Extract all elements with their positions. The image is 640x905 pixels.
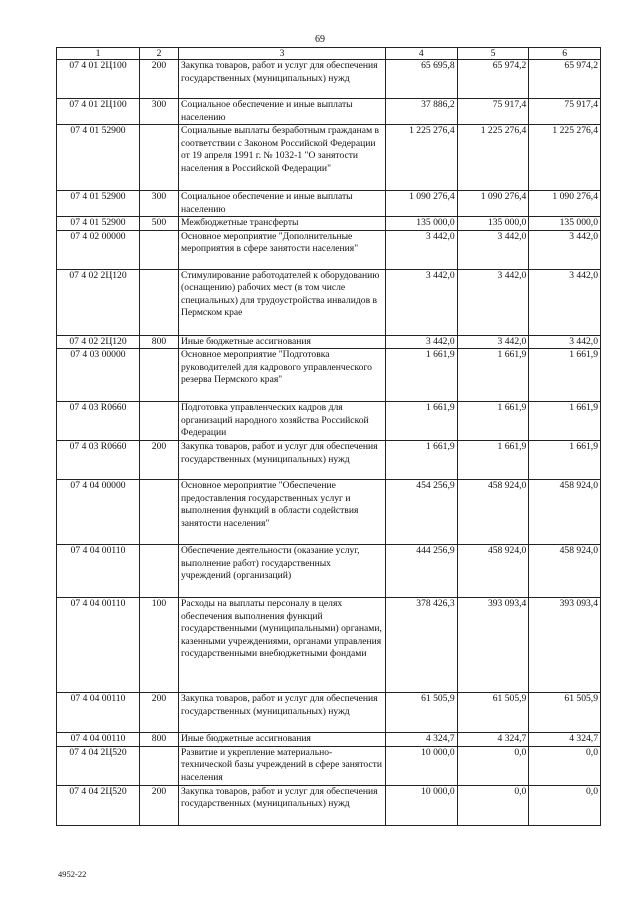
row-name: Расходы на выплаты персоналу в целях обеспечения выполнения функций государственными (муниципальными) органами, казенными учреждениями, органами управления государственными внебюджетными фондами <box>179 598 386 693</box>
row-value-col6: 393 093,4 <box>529 598 601 693</box>
row-expense-type <box>140 480 179 545</box>
row-code: 07 4 04 00110 <box>57 598 140 693</box>
header-col-3: 3 <box>179 48 386 60</box>
row-value-col4: 1 225 276,4 <box>386 125 458 191</box>
header-col-2: 2 <box>140 48 179 60</box>
row-value-col5: 135 000,0 <box>457 217 529 231</box>
header-col-1: 1 <box>57 48 140 60</box>
row-code: 07 4 03 R0660 <box>57 441 140 480</box>
row-code: 07 4 02 2Ц120 <box>57 269 140 335</box>
row-value-col6: 0,0 <box>529 785 601 825</box>
row-value-col4: 37 886,2 <box>386 99 458 125</box>
table-row <box>57 785 601 825</box>
table-row <box>57 349 601 402</box>
table-body <box>57 60 601 826</box>
row-value-col6: 61 505,9 <box>529 693 601 733</box>
table-row <box>57 335 601 349</box>
row-name: Иные бюджетные ассигнования <box>179 733 386 747</box>
row-value-col5: 1 661,9 <box>457 349 529 402</box>
row-value-col5: 3 442,0 <box>457 269 529 335</box>
row-value-col4: 444 256,9 <box>386 545 458 598</box>
row-code: 07 4 01 52900 <box>57 191 140 217</box>
table-row <box>57 230 601 269</box>
row-value-col4: 378 426,3 <box>386 598 458 693</box>
row-value-col6: 1 661,9 <box>529 349 601 402</box>
row-value-col4: 454 256,9 <box>386 480 458 545</box>
row-value-col4: 1 090 276,4 <box>386 191 458 217</box>
row-value-col4: 3 442,0 <box>386 269 458 335</box>
row-name: Основное мероприятие "Дополнительные мероприятия в сфере занятости населения" <box>179 230 386 269</box>
row-code: 07 4 02 00000 <box>57 230 140 269</box>
row-value-col4: 135 000,0 <box>386 217 458 231</box>
table-row <box>57 217 601 231</box>
row-code: 07 4 03 00000 <box>57 349 140 402</box>
table-row <box>57 441 601 480</box>
row-name: Иные бюджетные ассигнования <box>179 335 386 349</box>
row-code: 07 4 04 2Ц520 <box>57 785 140 825</box>
row-expense-type <box>140 545 179 598</box>
row-code: 07 4 04 2Ц520 <box>57 746 140 785</box>
table-row <box>57 746 601 785</box>
row-code: 07 4 04 00000 <box>57 480 140 545</box>
row-name: Основное мероприятие "Обеспечение предоставления государственных услуг и выполнения функций в области содействия занятости населения" <box>179 480 386 545</box>
page-number: 69 <box>315 34 325 45</box>
row-value-col4: 10 000,0 <box>386 746 458 785</box>
row-value-col5: 75 917,4 <box>457 99 529 125</box>
row-name: Основное мероприятие "Подготовка руководителей для кадрового управленческого резерва Пермского края" <box>179 349 386 402</box>
row-expense-type: 200 <box>140 693 179 733</box>
row-value-col6: 65 974,2 <box>529 60 601 99</box>
table-row <box>57 598 601 693</box>
row-code: 07 4 03 R0660 <box>57 402 140 441</box>
table-row <box>57 733 601 747</box>
row-value-col5: 1 225 276,4 <box>457 125 529 191</box>
row-expense-type: 300 <box>140 99 179 125</box>
row-value-col6: 3 442,0 <box>529 269 601 335</box>
row-value-col5: 458 924,0 <box>457 480 529 545</box>
row-value-col5: 1 090 276,4 <box>457 191 529 217</box>
row-value-col4: 1 661,9 <box>386 402 458 441</box>
row-value-col4: 3 442,0 <box>386 230 458 269</box>
row-expense-type <box>140 402 179 441</box>
row-expense-type <box>140 746 179 785</box>
row-value-col6: 3 442,0 <box>529 335 601 349</box>
row-name: Обеспечение деятельности (оказание услуг, выполнение работ) государственных учреждений (организаций) <box>179 545 386 598</box>
row-expense-type: 500 <box>140 217 179 231</box>
row-name: Социальные выплаты безработным гражданам в соответствии с Законом Российской Федерации от 19 апреля 1991 г. № 1032-1 "О занятости населения в Российской Федерации" <box>179 125 386 191</box>
row-value-col5: 61 505,9 <box>457 693 529 733</box>
row-value-col5: 4 324,7 <box>457 733 529 747</box>
row-name: Закупка товаров, работ и услуг для обеспечения государственных (муниципальных) нужд <box>179 785 386 825</box>
row-value-col4: 65 695,8 <box>386 60 458 99</box>
table-row <box>57 125 601 191</box>
table-header <box>57 48 601 60</box>
row-value-col6: 458 924,0 <box>529 545 601 598</box>
row-code: 07 4 01 52900 <box>57 217 140 231</box>
footer-code: 4952-22 <box>58 869 87 879</box>
row-name: Подготовка управленческих кадров для организаций народного хозяйства Российской Федерации <box>179 402 386 441</box>
row-expense-type: 100 <box>140 598 179 693</box>
row-value-col5: 1 661,9 <box>457 441 529 480</box>
row-value-col6: 1 661,9 <box>529 402 601 441</box>
row-name: Закупка товаров, работ и услуг для обеспечения государственных (муниципальных) нужд <box>179 441 386 480</box>
row-value-col6: 75 917,4 <box>529 99 601 125</box>
row-value-col5: 3 442,0 <box>457 230 529 269</box>
row-expense-type <box>140 269 179 335</box>
row-name: Социальное обеспечение и иные выплаты населению <box>179 191 386 217</box>
header-col-4: 4 <box>386 48 458 60</box>
row-expense-type: 300 <box>140 191 179 217</box>
row-name: Межбюджетные трансферты <box>179 217 386 231</box>
row-value-col6: 0,0 <box>529 746 601 785</box>
table-row <box>57 480 601 545</box>
row-value-col4: 61 505,9 <box>386 693 458 733</box>
row-value-col4: 3 442,0 <box>386 335 458 349</box>
row-name: Стимулирование работодателей к оборудованию (оснащению) рабочих мест (в том числе специальных) для трудоустройства инвалидов в Пермском крае <box>179 269 386 335</box>
row-expense-type: 800 <box>140 733 179 747</box>
table-row <box>57 545 601 598</box>
table-row <box>57 60 601 99</box>
header-col-6: 6 <box>529 48 601 60</box>
row-code: 07 4 01 2Ц100 <box>57 60 140 99</box>
row-value-col6: 1 225 276,4 <box>529 125 601 191</box>
row-value-col5: 1 661,9 <box>457 402 529 441</box>
row-code: 07 4 01 2Ц100 <box>57 99 140 125</box>
row-value-col5: 65 974,2 <box>457 60 529 99</box>
row-expense-type: 800 <box>140 335 179 349</box>
row-expense-type: 200 <box>140 441 179 480</box>
row-name: Закупка товаров, работ и услуг для обеспечения государственных (муниципальных) нужд <box>179 60 386 99</box>
row-name: Развитие и укрепление материально-технической базы учреждений в сфере занятости населения <box>179 746 386 785</box>
table-row <box>57 269 601 335</box>
row-code: 07 4 04 00110 <box>57 693 140 733</box>
row-value-col5: 458 924,0 <box>457 545 529 598</box>
header-col-5: 5 <box>457 48 529 60</box>
row-expense-type <box>140 125 179 191</box>
row-value-col6: 135 000,0 <box>529 217 601 231</box>
row-code: 07 4 04 00110 <box>57 733 140 747</box>
header-row <box>57 48 601 60</box>
budget-table <box>56 47 601 826</box>
row-expense-type <box>140 349 179 402</box>
row-value-col4: 4 324,7 <box>386 733 458 747</box>
table-row <box>57 191 601 217</box>
row-value-col6: 4 324,7 <box>529 733 601 747</box>
table-row <box>57 99 601 125</box>
row-value-col4: 1 661,9 <box>386 441 458 480</box>
row-name: Закупка товаров, работ и услуг для обеспечения государственных (муниципальных) нужд <box>179 693 386 733</box>
row-value-col4: 1 661,9 <box>386 349 458 402</box>
row-code: 07 4 02 2Ц120 <box>57 335 140 349</box>
row-value-col4: 10 000,0 <box>386 785 458 825</box>
row-expense-type <box>140 230 179 269</box>
row-value-col5: 0,0 <box>457 785 529 825</box>
row-value-col6: 1 090 276,4 <box>529 191 601 217</box>
row-value-col6: 458 924,0 <box>529 480 601 545</box>
row-expense-type: 200 <box>140 785 179 825</box>
table-row <box>57 693 601 733</box>
row-code: 07 4 04 00110 <box>57 545 140 598</box>
row-expense-type: 200 <box>140 60 179 99</box>
table-row <box>57 402 601 441</box>
row-code: 07 4 01 52900 <box>57 125 140 191</box>
row-value-col5: 0,0 <box>457 746 529 785</box>
row-value-col5: 3 442,0 <box>457 335 529 349</box>
row-value-col5: 393 093,4 <box>457 598 529 693</box>
row-value-col6: 3 442,0 <box>529 230 601 269</box>
row-name: Социальное обеспечение и иные выплаты населению <box>179 99 386 125</box>
row-value-col6: 1 661,9 <box>529 441 601 480</box>
